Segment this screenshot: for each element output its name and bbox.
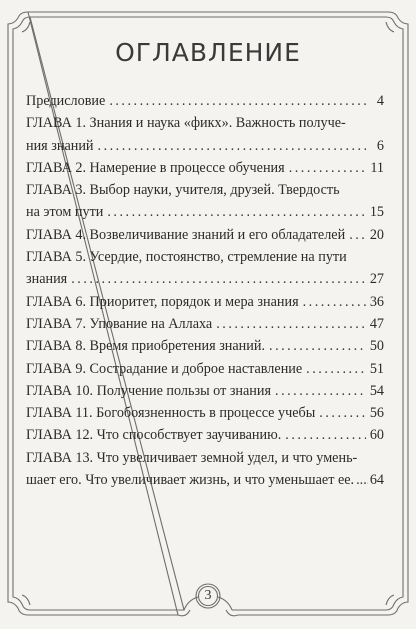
toc-entry-title: ГЛАВА 2. Намерение в процессе обучения — [26, 159, 285, 176]
toc-entry-chapter-1[interactable] — [26, 112, 384, 157]
dot-leader — [107, 201, 365, 223]
toc-entry-title: ГЛАВА 11. Богобоязненность в процессе учебы — [26, 405, 316, 422]
toc-entry-title: Предисловие — [26, 93, 106, 109]
toc-entry-chapter-2[interactable] — [26, 157, 384, 179]
dot-leader — [216, 313, 366, 335]
toc-page-number: 64 — [369, 472, 384, 489]
toc-entry-chapter-6[interactable] — [26, 291, 384, 313]
page-number: 3 — [204, 588, 212, 603]
toc-entry-title: ГЛАВА 12. Что способствует заучиванию. — [26, 427, 282, 444]
toc-page-number: 6 — [376, 137, 384, 154]
toc-page-number: 27 — [369, 271, 384, 288]
toc-entry-title: ГЛАВА 1. Знания и наука «фикх». Важность получе- — [26, 115, 346, 132]
toc-entry-chapter-3[interactable] — [26, 179, 384, 224]
toc-page-number: 56 — [369, 405, 384, 422]
dot-leader — [285, 424, 366, 446]
toc-entry-title-continued: на этом пути — [26, 204, 104, 221]
toc-entry-chapter-4[interactable] — [26, 224, 384, 246]
toc-entry-chapter-11[interactable] — [26, 402, 384, 424]
table-of-contents — [26, 90, 384, 491]
dot-leader — [349, 224, 366, 246]
dot-leader — [303, 291, 366, 313]
toc-entry-title: ГЛАВА 3. Выбор науки, учителя, друзей. Твердость — [26, 182, 340, 199]
toc-entry-title: ГЛАВА 5. Усердие, постоянство, стремление на пути — [26, 249, 347, 266]
dot-leader — [71, 268, 366, 290]
toc-page-number: 36 — [369, 293, 384, 310]
toc-entry-title: ГЛАВА 9. Сострадание и доброе наставление — [26, 360, 303, 377]
page-title: ОГЛАВЛЕНИЕ — [115, 38, 301, 67]
toc-page-number: 11 — [370, 159, 384, 176]
toc-entry-chapter-10[interactable] — [26, 380, 384, 402]
toc-page-number: 15 — [369, 204, 384, 221]
toc-entry-title: ГЛАВА 10. Получение пользы от знания — [26, 382, 272, 399]
dot-leader — [289, 157, 366, 179]
toc-entry-title: ГЛАВА 6. Приоритет, порядок и мера знания — [26, 293, 299, 310]
dot-leader — [319, 402, 366, 424]
toc-entry-preface[interactable] — [26, 90, 384, 112]
dot-leader — [356, 469, 368, 491]
toc-entry-chapter-7[interactable] — [26, 313, 384, 335]
toc-entry-title: ГЛАВА 4. Возвеличивание знаний и его обладателей — [26, 226, 346, 243]
toc-page-number: 50 — [369, 338, 384, 355]
toc-entry-title: ГЛАВА 13. Что увеличивает земной удел, и что умень- — [26, 449, 358, 466]
toc-entry-chapter-12[interactable] — [26, 424, 384, 446]
toc-page-number: 51 — [369, 360, 384, 377]
toc-entry-title: ГЛАВА 8. Время приобретения знаний. — [26, 338, 266, 355]
toc-page-number: 47 — [369, 315, 384, 332]
toc-entry-title-continued: ния знаний — [26, 137, 94, 154]
dot-leader — [109, 90, 366, 112]
dot-leader — [269, 335, 366, 357]
dot-leader — [275, 380, 366, 402]
toc-entry-title-continued: шает его. Что увеличивает жизнь, и что уменьшает ее. — [26, 472, 355, 489]
toc-page-number: 4 — [376, 93, 384, 109]
toc-page-number: 60 — [369, 427, 384, 444]
toc-page-number: 20 — [369, 226, 384, 243]
toc-entry-title-continued: знания — [26, 271, 68, 288]
toc-entry-chapter-5[interactable] — [26, 246, 384, 291]
toc-entry-chapter-9[interactable] — [26, 358, 384, 380]
toc-entry-title: ГЛАВА 7. Упование на Аллаха — [26, 315, 213, 332]
dot-leader — [98, 135, 366, 157]
dot-leader — [306, 358, 366, 380]
toc-entry-chapter-13[interactable] — [26, 447, 384, 492]
toc-page-number: 54 — [369, 382, 384, 399]
toc-entry-chapter-8[interactable] — [26, 335, 384, 357]
